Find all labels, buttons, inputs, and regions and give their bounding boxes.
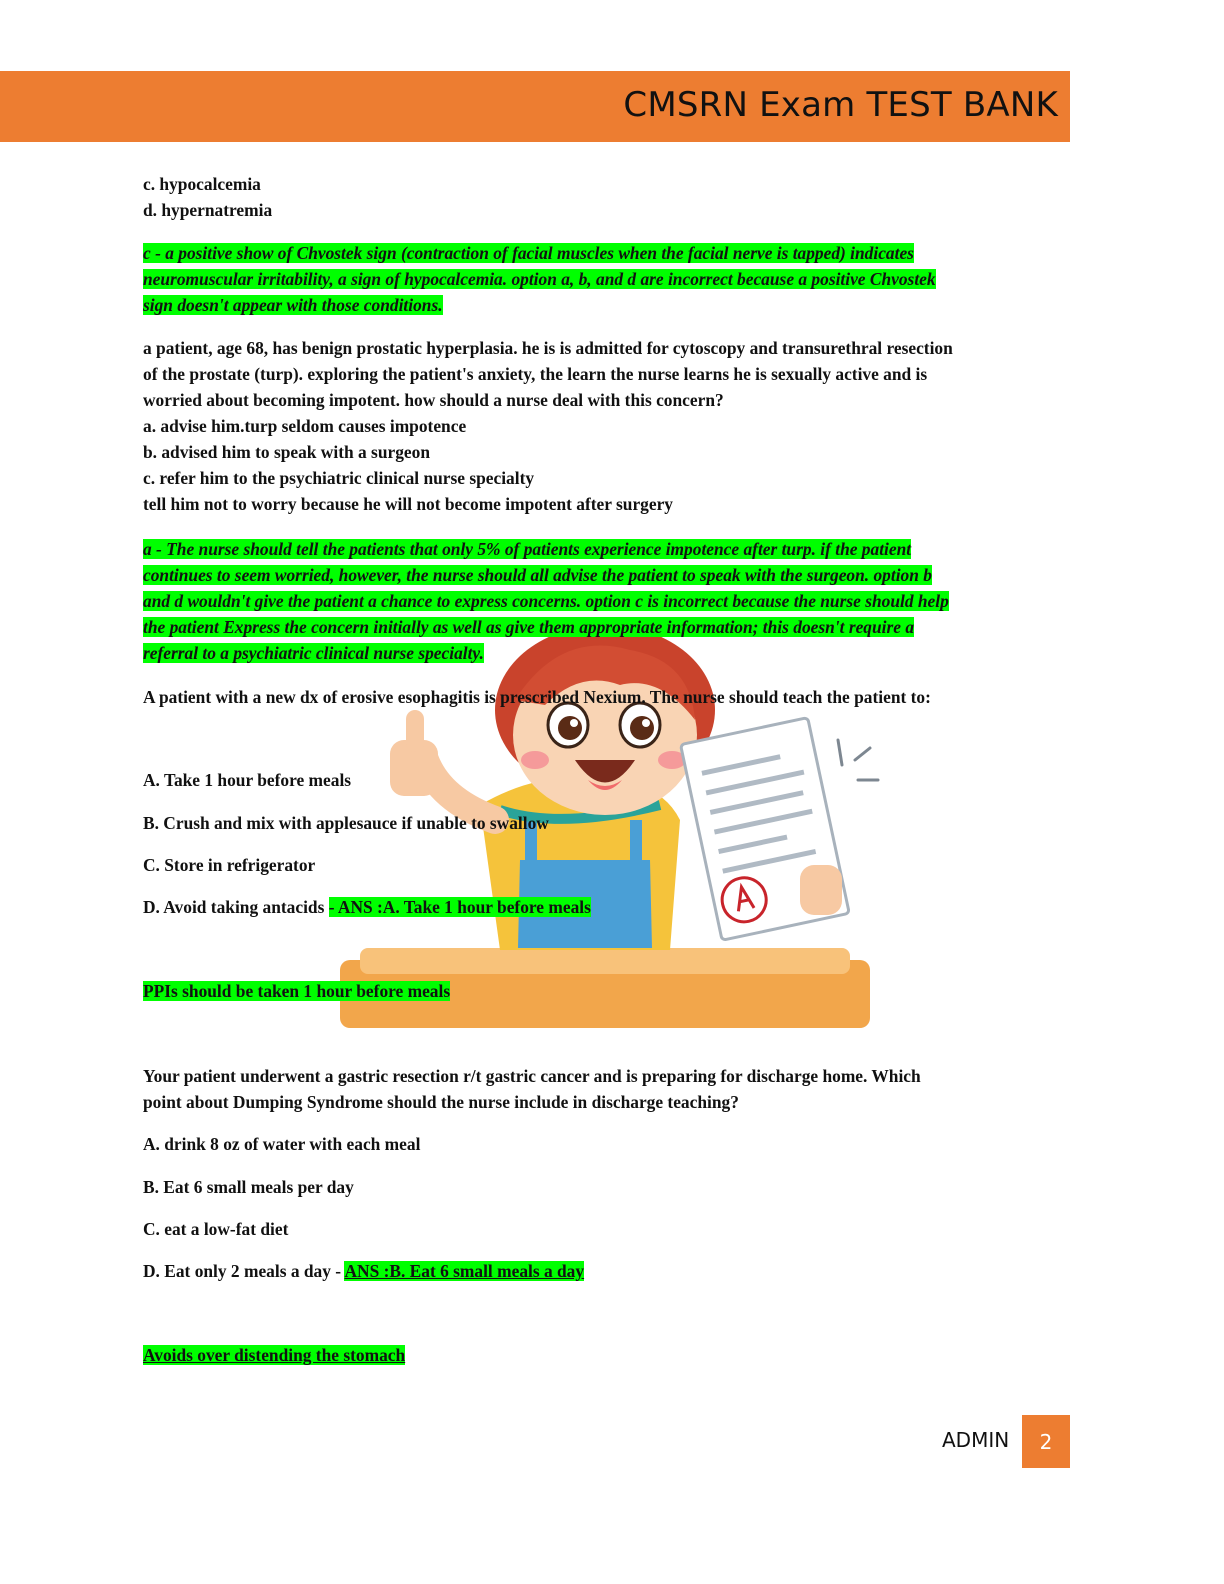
option-d-with-answer [143,1258,1068,1284]
answer-key: - ANS :A. Take 1 hour before meals [328,897,591,917]
option-a: a. advise him.turp seldom causes impotence [143,416,467,436]
option-c: c. hypocalcemia [143,174,261,194]
answer-note-text: PPIs should be taken 1 hour before meals [143,981,451,1001]
rationale-chvostek [143,240,1068,318]
thumb-shape [406,710,424,752]
header-band [0,71,1070,142]
rationale-line: c - a positive show of Chvostek sign (contraction of facial muscles when the facial nerve is tapped) indicates [143,243,914,263]
question-bph [143,335,1068,517]
rationale-line: referral to a psychiatric clinical nurse specialty. [143,643,484,663]
option-d: D. Eat only 2 meals a day - [143,1261,345,1281]
option-b: b. advised him to speak with a surgeon [143,442,430,462]
option-a: A. drink 8 oz of water with each meal [143,1134,421,1154]
answer-key: ANS :B. Eat 6 small meals a day [344,1261,585,1281]
question-stem-line: worried about becoming impotent. how should a nurse deal with this concern? [143,390,724,410]
question-stem-line: of the prostate (turp). exploring the patient's anxiety, the learn the nurse learns he is sexually active and is [143,364,928,384]
answer-note [143,978,1068,1004]
desk-top-shape [360,948,850,974]
question-dumping [143,1063,1068,1115]
rationale-line: continues to seem worried, however, the nurse should all advise the patient to speak with the surgeon. option b [143,565,932,585]
option-d: tell him not to worry because he will not become impotent after surgery [143,494,673,514]
rationale-line: the patient Express the concern initially as well as give them appropriate information; this doesn't require a [143,617,915,637]
option-b: B. Crush and mix with applesauce if unable to swallow [143,813,549,833]
option-a: A. Take 1 hour before meals [143,770,352,790]
rationale-line: sign doesn't appear with those conditions. [143,295,443,315]
option-c: C. eat a low-fat diet [143,1219,289,1239]
document-title: CMSRN Exam TEST BANK [623,85,1058,125]
question-stem-line: point about Dumping Syndrome should the nurse include in discharge teaching? [143,1092,739,1112]
option-b: B. Eat 6 small meals per day [143,1177,354,1197]
question-stem-line: a patient, age 68, has benign prostatic hyperplasia. he is is admitted for cytoscopy and transurethral resection [143,338,953,358]
answer-note-text: Avoids over distending the stomach [143,1345,406,1365]
rationale-line: and d wouldn't give the patient a chance to express concerns. option c is incorrect because the nurse should help [143,591,949,611]
footer-author: ADMIN [942,1428,1010,1452]
answer-note [143,1342,1068,1368]
option-c: c. refer him to the psychiatric clinical nurse specialty [143,468,535,488]
page-number-badge [1022,1415,1070,1468]
option-d-with-answer [143,894,1068,920]
rationale-line: a - The nurse should tell the patients that only 5% of patients experience impotence after turp. if the patient [143,539,912,559]
rationale-turp [143,536,1068,666]
rationale-line: neuromuscular irritability, a sign of hypocalcemia. option a, b, and d are incorrect because a positive Chvostek [143,269,936,289]
question-stem: A patient with a new dx of erosive esophagitis is prescribed Nexium. The nurse should teach the patient to: [143,687,931,707]
option-d: d. hypernatremia [143,200,273,220]
option-c: C. Store in refrigerator [143,855,316,875]
question-stem-line: Your patient underwent a gastric resection r/t gastric cancer and is preparing for discharge home. Which [143,1066,921,1086]
option-d: D. Avoid taking antacids [143,897,329,917]
page-number: 2 [1039,1429,1053,1454]
